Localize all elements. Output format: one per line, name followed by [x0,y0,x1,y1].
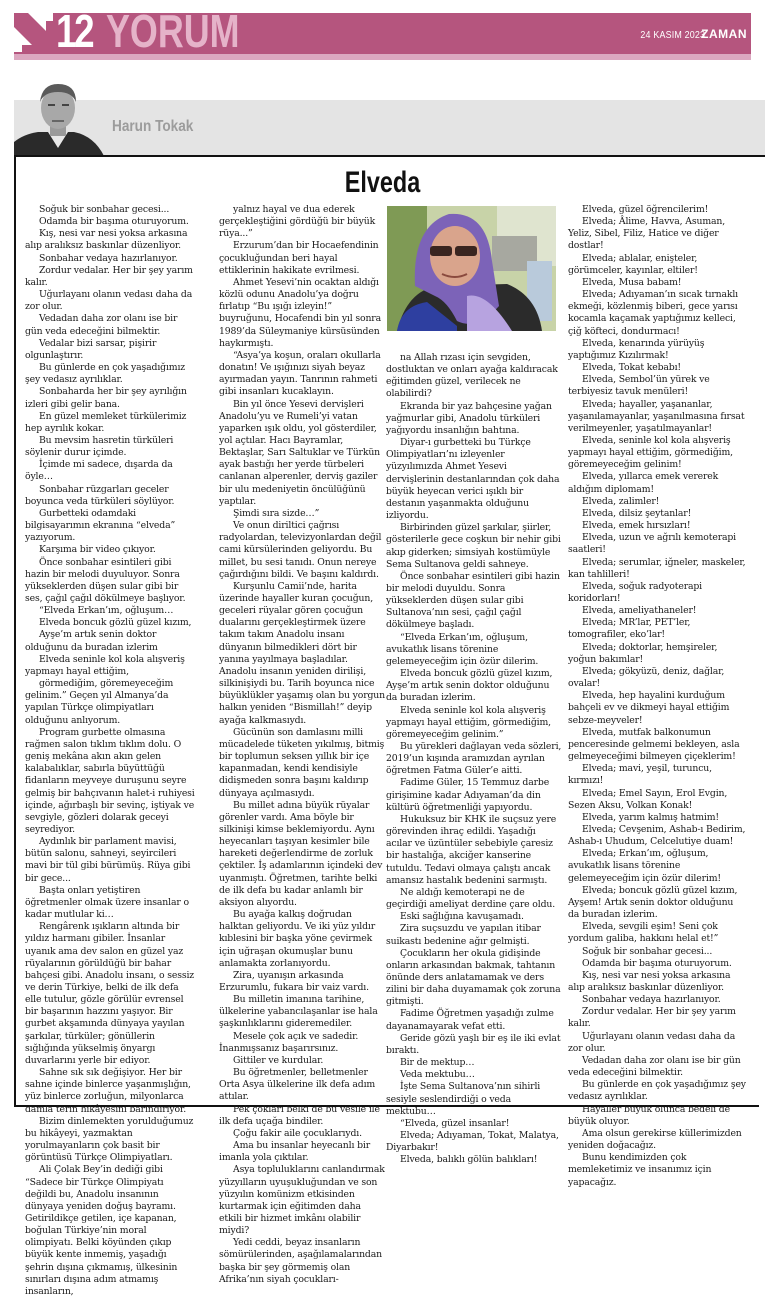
article-paragraph: Odamda bir başıma oturuyorum. [582,957,732,969]
article-paragraph: Ama bu insanlar heyecanlı bir imanla yola çıktılar. [219,1140,371,1164]
issue-date: 24 KASIM 2023 [640,29,705,41]
article-paragraph: Erzurum’dan bir Hocaefendinin çocukluğundan beri hayal ettiklerinin hakikate evrilmesi. [219,240,379,276]
article-paragraph: Gittiler ve kurdular. [233,1054,324,1066]
article-paragraph: Hayaller büyük olunca bedeli de büyük oluyor. [568,1103,730,1127]
article-paragraph: Elveda, güzel öğrencilerim! [582,204,709,215]
article-column-1 [25,204,195,1298]
article-paragraph: Elveda; ablalar, enişteler, görümceler, kayınlar, eltiler! [568,252,698,276]
frame-rule-top [14,155,765,157]
article-paragraph: Elveda; MR’lar, PET’ler, tomografiler, eko’lar! [568,617,691,641]
article-paragraph: Soğuk bir sonbahar gecesi... [582,945,713,957]
article-paragraph: Soğuk bir sonbahar gecesi... [39,204,170,215]
article-paragraph: Sonbahar vedaya hazırlanıyor. [582,994,721,1006]
article-paragraph: na Allah rızası için sevgiden, dostluktan ve onları ayağa kaldıracak eğitimden güzel, verilecek ne olabilirdi? [386,352,558,400]
article-paragraph: Sonbahar rüzgarları geceler boyunca veda türküleri söylüyor. [25,483,175,507]
article-paragraph: Uğurlayanı olanın vedası daha da zor olur. [568,1030,736,1054]
article-paragraph: Ve onun diriltici çağrısı radyolardan, televizyonlardan değil cami kürsülerinden geliyordu. Bu millet, bu sesi tanıdı. Onun nereye çağırdığını bildi. Ve başını kaldırdı. [219,520,382,580]
article-paragraph: Elveda, emek hırsızları! [582,520,691,532]
article-paragraph: Ne aldığı kemoterapi ne de geçirdiği ameliyat derdine çare oldu. [386,886,556,911]
article-paragraph: Bu milletin imanına tarihine, ülkelerine yabancılaşanlar ise hala şaşkınlıklarını gideremediler. [219,994,378,1030]
article-paragraph: Elveda, hep hayalini kurduğum bahçeli ev ve dikmeyi hayal ettiğim sebze-meyveler! [568,690,730,726]
article-paragraph: Gurbetteki odamdaki bilgisayarımın ekranına “elveda” yazıyorum. [25,507,176,544]
page-number: 12 [56,5,93,57]
article-paragraph: İşte Sema Sultanova’nın sihirli sesiyle seslendirdiği o veda mektubu… [386,1081,541,1117]
article-paragraph: Elveda, dilsiz şeytanlar! [582,507,692,519]
article-paragraph: Elveda, Musa babam! [582,276,682,288]
article-paragraph: “Asya’ya koşun, oraları okullarla donatın! Ve ışığınızı siyah beyaz ayırmadan yayın. Tanrının rahmeti gibi insanları kucaklayın. [219,349,381,398]
article-paragraph: Fadime Güler, 15 Temmuz darbe girişimine kadar Adıyaman’da din kültürü öğretmenliği yapıyordu. [386,777,550,813]
article-paragraph: Fadime Öğretmen yaşadığı zulme dayanamayarak vefat etti. [386,1008,554,1032]
article-paragraph: “Elveda Erkan’ım, oğluşum, avukatlık lisans törenine gelemeyeceğim için özür dilerim. [386,631,539,667]
article-paragraph: Karşıma bir video çıkıyor. [39,544,156,556]
article-paragraph: Zordur vedalar. Her bir şey yarım kalır. [25,264,193,288]
article-paragraph: Ali Çolak Bey’in dediği gibi “Sadece bir Türkçe Olimpiyatı değildi bu, Anadolu insanının dünyaya yeniden doğuş bayramı. Getirildikçe getilen, içe kapanan, boğulan Türkiye’nin moral olimpiyatı. Belki köyünden çıkıp büyük kente inmemiş, yaşadığı şehrin dışına çıkmamış, ülkesinin sınırları dışına adım atmamış insanların, [25,1164,178,1297]
article-paragraph: Kurşunlu Camii’nde, harita üzerinde hayaller kuran çocuğun, geceleri rüyalar gören çocuğun dualarını gerçekleştirmek üzere takım takım Anadolu insanı dünyanın bilmedikleri dört bir yanına yayılmaya başladılar. Anadolu insanın yeniden dirilişi, silkinişiydi bu. Tarih boyunca nice büyüklükler yaşamış olan bu yorgun halkın yeniden “Bismillah!” deyip ayağa kalkmasıydı. [219,580,385,726]
article-paragraph: Mesele çok açık ve sadedir. İnanmışsanız başarırsınız. [219,1030,359,1054]
article-paragraph: Önce sonbahar esintileri gibi hazin bir melodi duyuldu. Sonra yükseklerden düşen sular gibi Sultanova’nın sesi, çağıl çağıl dökülmeye başladı. [386,570,560,631]
article-paragraph: Aydınlık bir parlament mavisi, bütün salonu, sahneyi, seyircileri mavi bir tül gibi bürümüş. Rüya gibi bir gece... [25,836,191,884]
article-paragraph: Elveda, kenarında yürüyüş yaptığımız Kızılırmak! [568,337,705,361]
article-paragraph: Elveda; serumlar, iğneler, maskeler, kan tahlilleri! [568,556,746,580]
article-paragraph: Ekranda bir yaz bahçesine yağan yağmurlar gibi, Anadolu türküleri yağıyordu insanlığın bahtına. [386,400,552,436]
article-paragraph: Elveda, soğuk radyoterapi koridorları! [568,580,703,604]
author-portrait-icon [14,80,104,156]
article-paragraph: Geride gözü yaşlı bir eş ile iki evlat bıraktı. [386,1032,561,1056]
article-paragraph: Elveda, uzun ve ağrılı kemoterapi saatleri! [568,532,737,556]
article-paragraph: Bu günlerde en çok yaşadığımız şey vedasız ayrılıklar. [568,1079,746,1103]
article-paragraph: Elveda; mavi, yeşil, turuncu, kırmızı! [568,763,712,787]
article-paragraph: Ahmet Yesevi’nin ocaktan aldığı közlü odunu Anadolu’ya doğru fırlatıp “Bu ışığı izleyin!” buyruğunu, Hocafendi bin yıl sonra 1989’da Süleymaniye kürsüsünden haykırmıştı. [219,276,381,349]
article-paragraph: Elveda, balıklı gölün balıkları! [400,1154,538,1166]
article-paragraph: Hukuksuz bir KHK ile suçsuz yere görevinden ihraç edildi. Yaşadığı acılar ve üzüntüler sebebiyle çaresiz bir hastalığa, akciğer kanserine tutuldu. Tedavi olmaya çalıştı ancak amansız hastalık bedenini sarmıştı. [386,813,557,886]
article-paragraph: Vedalar bizi sarsar, pişirir olgunlaştırır. [25,337,157,361]
article-paragraph: Elveda; hayaller, yaşananlar, yaşanılamayanlar, yaşanılmasına fırsat verilmeyenler, yaşatılmayanlar! [568,398,745,434]
article-paragraph: Elveda, sevgili eşim! Seni çok yordum galiba, hakkını helal et!” [568,921,719,945]
article-paragraph: İçimde mi sadece, dışarda da öyle… [25,459,173,483]
article-paragraph: Uğurlayanı olanın vedası daha da zor olur. [25,289,193,313]
article-paragraph: Şimdi sıra sizde…” [233,507,320,519]
article-paragraph: Elveda; boncuk gözlü güzel kızım, Ayşem! Artık senin doktor olduğunu da buradan izlerim. [568,884,738,921]
article-paragraph: Gücünün son damlasını milli mücadelede tüketen yıkılmış, bitmiş bir toplumun seksen yıllık bir içe kapanmadan, kendi kendisiyle didişmeden sonra başını kaldırıp dünyaya açılmasıydı. [219,726,385,799]
article-paragraph: Program gurbette olmasına rağmen salon tıklım tıklım dolu. O geniş mekâna akın akın gelen kalabalıklar, sabırla büyüttüğü fidanların meyveye duruşunu seyre gelmiş bir bahçıvanın halet-i ruhiyesi içinde, ağırbaşlı bir sevinç, iştiyak ve sevgiyle, gözleri dolarak geceyi seyrediyor. [25,726,195,835]
newspaper-name: ZAMAN [701,27,747,41]
article-paragraph: Başta onları yetiştiren öğretmenler olmak üzere insanlar o kadar mutlular ki… [25,884,189,921]
article-paragraph: Bu mevsim hasretin türküleri söylenir durur içimde. [25,434,174,459]
article-paragraph: Elveda seninle kol kola alışveriş yapmayı hayal ettiğim, [25,653,185,677]
article-paragraph: Zira suçsuzdu ve yapılan itibar suikastı bedenine ağır gelmişti. [386,923,541,947]
article-paragraph: Elveda, ameliyathaneler! [582,605,697,617]
article-paragraph: Elveda, yıllarca emek vererek aldığım diplomam! [568,471,719,495]
article-paragraph: Bunu kendimizden çok memleketimiz ve insanımız için yapacağız. [568,1152,712,1188]
article-paragraph: Ama olsun gerekirse küllerimizden yeniden doğacağız. [568,1127,742,1152]
article-column-4 [568,204,746,1189]
section-title: YORUM [106,5,240,57]
article-paragraph: Elveda boncuk gözlü güzel kızım, [39,617,192,629]
article-title: Elveda [344,166,421,199]
article-paragraph: Pek çokları belki de bu vesile ile ilk defa uçağa bindiler. [219,1103,380,1127]
article-paragraph: “Elveda, güzel insanlar! [400,1117,510,1129]
article-paragraph: Vedadan daha zor olanı ise bir gün veda edeceğini bilmektir. [568,1054,741,1079]
article-column-3 [386,352,562,1166]
article-paragraph: Kış, nesi var nesi yoksa arkasına alıp aralıksız baskınlar düzenliyor. [25,228,188,252]
article-paragraph: yalnız hayal ve dua ederek gerçekleştiğini gördüğü bir büyük rüya...” [219,204,376,240]
article-paragraph: Sonbaharda her bir şey ayrılığın izleri gibi gelir bana. [25,386,187,410]
article-paragraph: Bu millet adına büyük rüyalar görenler vardı. Ama böyle bir silkinişi kimse beklemiyordu. Aynı heyecanları taşıyan kesimler bile hareketi değerlendirme de zorluk çektiler. İş adamlarının içindeki dev uyanmıştı. Öğretmen, tarihte belki de ilk defa bu kadar anlamlı bir aksiyon alıyordu. [219,799,383,908]
article-paragraph: Çocukların her okula gidişinde onların arkasından bakmak, tahtanın önünde ders anlatamamak ve ders zilini bir daha duyamamak çok zoruna gitmişti. [386,947,561,1008]
article-paragraph: Çoğu fakir aile çocuklarıydı. [233,1127,362,1139]
article-paragraph: Elveda, Tokat kebabı! [582,362,682,374]
article-paragraph: Rengârenk ışıkların altında bir yıldız harmanı gibiler. İnsanlar uyanık ama dev salon en güzel yaz rüyalarının görüldüğü bir bahar bahçesi gibi. Anadolu insanı, o sessiz ve derin Türkiye, belki de ilk defa elle tutulur, gözle görülür evrensel bir başarının hazzını yaşıyor. Bir gurbet akşamında dünyaya yayılan şarkılar, türküler; gönüllerin sığlığında yükselmiş önyargı duvarlarını yerle bir ediyor. [25,921,195,1066]
article-paragraph: Birbirinden güzel şarkılar, şiirler, gösterilerle gece coşkun bir nehir gibi akıp giderken; simsiyah kostümüyle Sema Sultanova geldi sahneye. [386,522,561,570]
article-paragraph: Elveda, mutfak balkonumun penceresinde gelmemi bekleyen, asla gelmeyeceğimi bilmeyen çiçeklerim! [568,726,740,763]
article-paragraph: Elveda; Âlime, Havva, Asuman, Yeliz, Sibel, Filiz, Hatice ve diğer dostlar! [568,216,726,252]
article-paragraph: Zira, uyanışın arkasında Erzurumlu, fukara bir vaiz vardı. [219,969,369,993]
article-paragraph: Sahne sık sık değişiyor. Her bir sahne içinde binlerce yaşanmışlığın, yüz binlerce zorluğun, milyonlarca damla terin hikâyesini barındırıyor. [25,1067,191,1115]
article-paragraph: Elveda seninle kol kola alışveriş yapmayı hayal ettiğim, görmediğim, göremeyeceğim gelinim.” [386,704,551,740]
article-paragraph: Bu ayağa kalkış doğrudan halktan geliyordu. Ve iki yüz yıldır kıblesini bir başka yöne çevirmek için uğraşan okumuşlar bunu anlamakta zorlanıyordu. [219,909,376,969]
article-paragraph: Elveda boncuk gözlü güzel kızım, Ayşe’m artık senin doktor olduğunu da buradan izlerim. [386,668,553,704]
article-paragraph: Diyar-ı gurbetteki bu Türkçe Olimpiyatları’nı izleyenler yüzyılımızda Ahmet Yesevi dervişlerinin destanlarından çok daha büyük heyecan verici ışıklı bir destanın yaşanmakta olduğunu izliyordu. [386,437,560,522]
article-paragraph: Elveda; doktorlar, hemşireler, yoğun bakımlar! [568,641,718,665]
article-paragraph: Elveda; Erkan’ım, oğluşum, avukatlık lisans törenine gelemeyeceğim için özür dilerim! [568,848,721,884]
article-paragraph: En güzel memleket türkülerimiz hep ayrılık kokar. [25,410,187,434]
article-paragraph: Zordur vedalar. Her bir şey yarım kalır. [568,1006,736,1030]
article-paragraph: Bizim dinlemekten yorulduğumuz bu hikâyeyi, yazmaktan yorulmayanların çok basit bir görüntüsü Türkçe Olimpiyatları. [25,1115,194,1164]
article-paragraph: Kış, nesi var nesi yoksa arkasına alıp aralıksız baskınlar düzenliyor. [568,969,731,993]
frame-rule-left [14,157,16,1107]
article-paragraph: Odamda bir başıma oturuyorum. [39,216,189,228]
article-paragraph: Ayşe’m artık senin doktor olduğunu da buradan izlerim [25,629,158,653]
article-column-2 [219,204,385,1286]
article-paragraph: Elveda, zalimler! [582,495,660,507]
article-paragraph: Elveda, seninle kol kola alışveriş yapmayı hayal ettiğim, görmediğim, göremeyeceğim gelinim! [568,434,733,471]
article-paragraph: Veda mektubu… [400,1069,475,1081]
article-paragraph: Bir de mektup… [400,1057,475,1069]
article-paragraph: Bu yürekleri dağlayan veda sözleri, 2019’un kışında aramızdan ayrılan öğretmen Fatma Güler’e aitti. [386,741,562,777]
article-paragraph: Elveda; Adıyaman, Tokat, Malatya, Diyarbakır! [386,1130,559,1154]
article-paragraph: Asya topluluklarını canlandırmak yüzyılların uyuşukluğundan ve son yüzyılın komünizm etkisinden kurtarmak için eğitimden daha etkili bir hizmet imkânı olabilir miydi? [219,1164,385,1237]
article-paragraph: Yedi ceddi, beyaz insanların sömürülerinden, aşağılamalarından başka bir şey görmemiş olan Afrika’nın siyah çocukları- [219,1237,382,1285]
article-paragraph: Bu öğretmenler, belletmenler Orta Asya ülkelerine ilk defa adım attılar. [219,1067,376,1103]
woman-in-headscarf-photo [387,206,556,331]
article-paragraph: Sonbahar vedaya hazırlanıyor. [39,252,178,264]
article-paragraph: “Elveda Erkan’ım, oğluşum… [39,605,174,617]
article-paragraph: görmediğim, göremeyeceğim gelinim.” Geçen yıl Almanya’da yapılan Türkçe olimpiyatları olduğunu anlıyorum. [25,678,174,726]
article-paragraph: Eski sağlığına kavuşamadı. [400,911,524,923]
article-paragraph: Elveda, yarım kalmış hatmim! [582,811,719,823]
article-paragraph: Elveda, Sembol’ün yürek ve terbiyesiz tavuk menüleri! [568,374,710,398]
article-paragraph: Elveda; Cevşenim, Ashab-ı Bedirim, Ashab-ı Uhudum, Celcelutiye duam! [568,823,746,848]
article-paragraph: Bin yıl önce Yesevi dervişleri Anadolu’yu ve Rumeli’yi vatan yaparken ışık oldu, yol gösterdiler, yol açtılar. Hacı Bayramlar, Bektaşlar, Sarı Saltuklar ve Türkün ayak bastığı her yerde türbeleri canlanan alperenler, derviş gaziler bir ulu medeniyetin öncülüğünü yaptılar. [219,398,381,507]
author-name: Harun Tokak [112,118,194,135]
article-paragraph: Elveda; Adıyaman’ın sıcak tırnaklı ekmeği, közlenmiş biberi, gece yarısı kocamla kaçamak yaptığımız kelleci, çiğ köfteci, dondurmacı! [568,289,738,337]
article-paragraph: Elveda; Emel Sayın, Erol Evgin, Sezen Aksu, Volkan Konak! [568,787,728,811]
arrow-logo-icon [14,13,53,52]
article-paragraph: Vedadan daha zor olanı ise bir gün veda edeceğini bilmektir. [25,313,178,337]
article-paragraph: Bu günlerde en çok yaşadığımız şey vedasız ayrılıklar. [25,362,186,386]
article-paragraph: Önce sonbahar esintileri gibi hazin bir melodi duyuluyor. Sonra yükseklerden düşen sular gibi bir ses, çağıl çağıl dökülmeye başlıyor. [25,556,186,604]
article-paragraph: Elveda; gökyüzü, deniz, dağlar, ovalar! [568,665,725,690]
